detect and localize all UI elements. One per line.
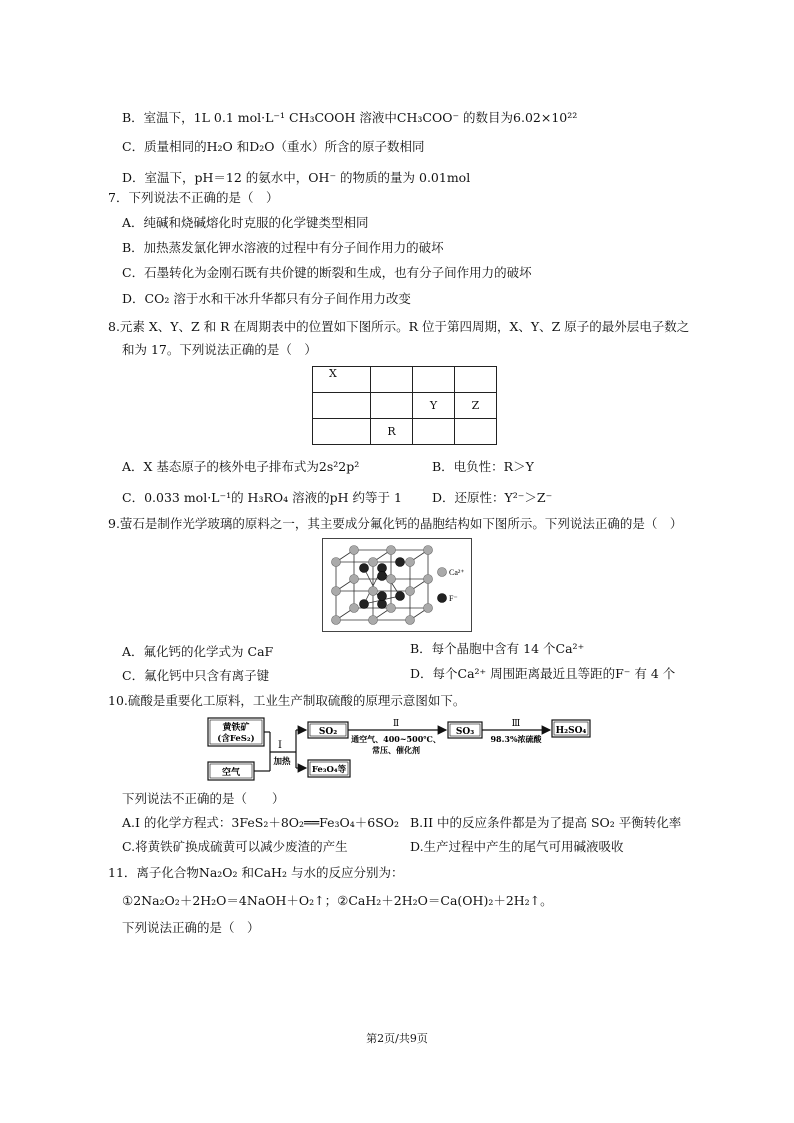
grid-cell: Y (413, 393, 455, 419)
step-2-condition-2: 常压、催化剂 (372, 745, 420, 755)
grid-cell (371, 367, 413, 393)
option-9d: D．每个Ca²⁺ 周围距离最近且等距的F⁻ 有 4 个 (410, 666, 676, 681)
grid-cell (413, 367, 455, 393)
question-11-equations: ①2Na₂O₂＋2H₂O＝4NaOH＋O₂↑；②CaH₂＋2H₂O＝Ca(OH)₂＋2H₂↑。 (122, 893, 553, 908)
option-8c: C．0.033 mol·L⁻¹的 H₃RO₄ 溶液的pH 约等于 1 (122, 490, 402, 505)
question-11-prompt: 下列说法正确的是（ ） (122, 920, 260, 935)
option-10c: C.将黄铁矿换成硫黄可以减少废渣的产生 (122, 839, 348, 854)
step-2-label: Ⅱ (392, 719, 400, 729)
step-2-condition-1: 通空气、400~500℃、 (351, 734, 441, 744)
so3-box-label: SO₃ (455, 727, 475, 737)
h2so4-box-label: H₂SO₄ (555, 726, 587, 736)
so2-box-label: SO₂ (318, 727, 338, 737)
option-6d: D．室温下，pH＝12 的氨水中，OH⁻ 的物质的量为 0.01mol (122, 170, 471, 185)
byproduct-box-label: Fe₃O₄等 (311, 765, 347, 775)
step-1-condition: 加热 (273, 757, 291, 767)
grid-cell (313, 419, 371, 445)
step-1-label: I (278, 740, 282, 751)
step-3-condition: 98.3%浓硫酸 (490, 734, 542, 744)
feed-pyrite-sub-label: (含FeS₂) (217, 734, 255, 744)
grid-cell (413, 419, 455, 445)
sulfuric-acid-process-diagram (200, 712, 596, 784)
option-9b: B．每个晶胞中含有 14 个Ca²⁺ (410, 641, 585, 656)
question-8-line2: 和为 17。下列说法正确的是（ ） (122, 342, 317, 357)
page-footer: 第2页/共9页 (366, 1032, 428, 1045)
option-7b: B．加热蒸发氯化钾水溶液的过程中有分子间作用力的破坏 (122, 240, 444, 255)
legend-ca-label: Ca²⁺ (449, 568, 465, 577)
grid-cell: X (313, 367, 371, 393)
question-11: 11．离子化合物Na₂O₂ 和CaH₂ 与水的反应分别为： (108, 865, 404, 880)
grid-cell (313, 393, 371, 419)
option-6b: B．室温下，1L 0.1 mol·L⁻¹ CH₃COOH 溶液中CH₃COO⁻ 的数目为6.02×10²² (122, 110, 578, 125)
option-7a: A．纯碱和烧碱熔化时克服的化学键类型相同 (122, 215, 369, 230)
question-10-prompt: 下列说法不正确的是（ ） (122, 791, 285, 806)
option-9c: C．氟化钙中只含有离子键 (122, 668, 270, 683)
step-3-label: Ⅲ (511, 719, 521, 729)
option-7c: C．石墨转化为金刚石既有共价键的断裂和生成，也有分子间作用力的破坏 (122, 265, 532, 280)
grid-cell: R (371, 419, 413, 445)
option-10d: D.生产过程中产生的尾气可用碱液吸收 (410, 839, 624, 854)
option-10b: B.II 中的反应条件都是为了提高 SO₂ 平衡转化率 (410, 815, 682, 830)
option-8b: B．电负性：R＞Y (432, 459, 534, 474)
legend-f-label: F⁻ (449, 594, 458, 603)
question-10: 10.硫酸是重要化工原料，工业生产制取硫酸的原理示意图如下。 (108, 693, 466, 708)
grid-cell: Z (455, 393, 497, 419)
option-9a: A．氟化钙的化学式为 CaF (122, 644, 274, 659)
option-8d: D．还原性：Y²⁻＞Z⁻ (432, 490, 553, 505)
feed-air-label: 空气 (221, 768, 241, 778)
option-7d: D．CO₂ 溶于水和干冰升华都只有分子间作用力改变 (122, 291, 411, 306)
option-8a: A．X 基态原子的核外电子排布式为2s²2p² (122, 459, 360, 474)
question-7: 7．下列说法不正确的是（ ） (108, 190, 279, 205)
option-10a: A.I 的化学方程式：3FeS₂＋8O₂══Fe₃O₄＋6SO₂ (122, 815, 400, 830)
feed-pyrite-label: 黄铁矿 (222, 723, 250, 733)
grid-cell (455, 419, 497, 445)
grid-cell (455, 367, 497, 393)
question-9: 9.萤石是制作光学玻璃的原料之一，其主要成分氟化钙的晶胞结构如下图所示。下列说法正确的是（ ） (108, 516, 683, 531)
periodic-table-grid (312, 366, 497, 445)
question-8-line1: 8.元素 X、Y、Z 和 R 在周期表中的位置如下图所示。R 位于第四周期，X、Y、Z 原子的最外层电子数之 (108, 319, 690, 334)
grid-cell (371, 393, 413, 419)
fluorite-unit-cell-figure (322, 538, 472, 632)
option-6c: C．质量相同的H₂O 和D₂O（重水）所含的原子数相同 (122, 139, 425, 154)
